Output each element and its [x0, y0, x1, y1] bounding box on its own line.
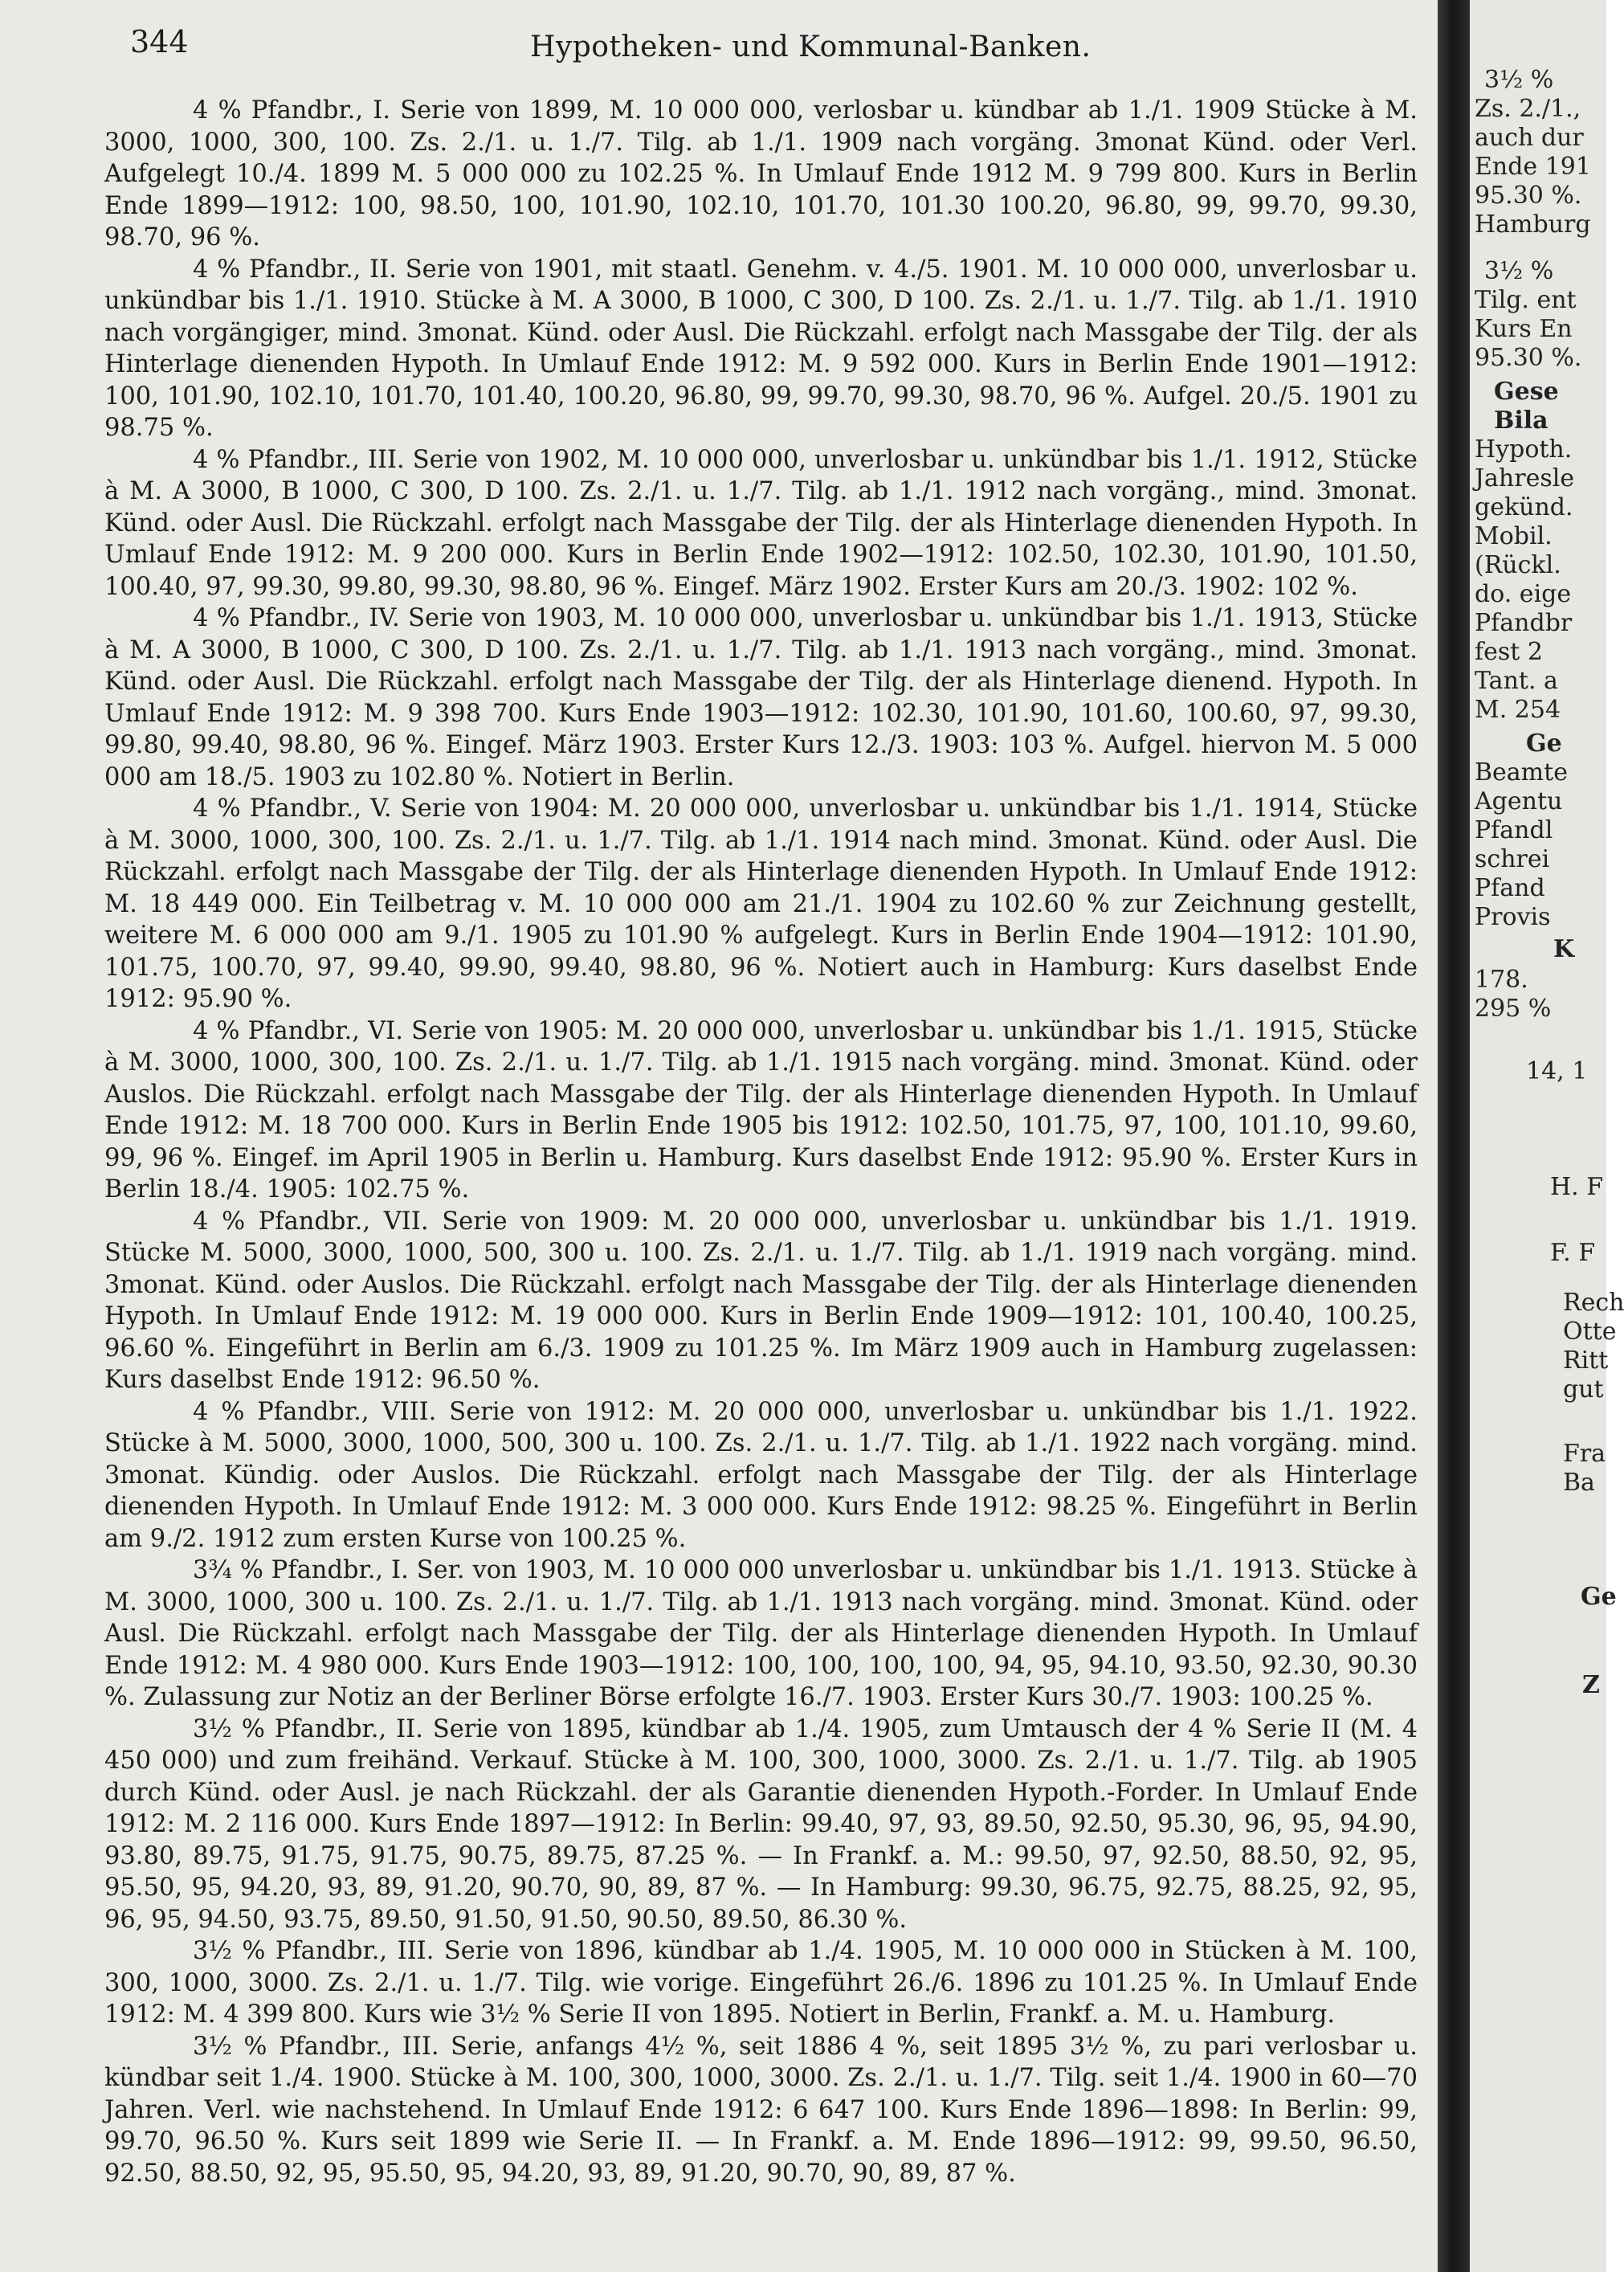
paragraph: 3½ % Pfandbr., III. Serie von 1896, kündbar ab 1./4. 1905, M. 10 000 000 in Stücken à M. 100, 300, 1000, 3000. Zs. 2./1. u. 1./7. Tilg. wie vorige. Eingeführt 26./6. 1896 zu 101.25 %. In Umlauf Ende 1912: M. 4 399 800. Kurs wie 3½ % Serie II von 1895. Notiert in Berlin, Frankf. a. M. u. Hamburg.: [104, 1937, 1418, 2029]
page-header: [129, 24, 1414, 72]
next-page-fragment: schrei: [1475, 845, 1550, 873]
paragraph: 4 % Pfandbr., II. Serie von 1901, mit staatl. Genehm. v. 4./5. 1901. M. 10 000 000, unverlosbar u. unkündbar bis 1./1. 1910. Stücke à M. A 3000, B 1000, C 300, D 100. Zs. 2./1. u. 1./7. Tilg. ab 1./1. 1910 nach vorgängiger, mind. 3monat. Künd. oder Ausl. Die Rückzahl. erfolgt nach Massgabe der Tilg. der als Hinterlage dienenden Hypoth. In Umlauf Ende 1912: M. 9 592 000. Kurs in Berlin Ende 1901—1912: 100, 101.90, 102.10, 101.70, 101.40, 100.20, 96.80, 99, 99.70, 99.30, 98.70, 96 %. Aufgel. 20./5. 1901 zu 98.75 %.: [104, 255, 1418, 442]
paragraph: 3¾ % Pfandbr., I. Ser. von 1903, M. 10 000 000 unverlosbar u. unkündbar bis 1./1. 1913. Stücke à M. 3000, 1000, 300 u. 100. Zs. 2./1. u. 1./7. Tilg. ab 1./1. 1913 nach vorgäng. mind. 3monat. Künd. oder Ausl. Die Rückzahl. erfolgt nach Massgabe der Tilg. der als Hinterlage dienenden Hypoth. In Umlauf Ende 1912: M. 4 980 000. Kurs Ende 1903—1912: 100, 100, 100, 100, 94, 95, 94.10, 93.50, 92.30, 90.30 %. Zulassung zur Notiz an der Berliner Börse erfolgte 16./7. 1903. Erster Kurs 30./7. 1903: 100.25 %.: [104, 1556, 1418, 1711]
next-page-fragment: 3½ %: [1484, 66, 1554, 94]
paragraph: 4 % Pfandbr., V. Serie von 1904: M. 20 000 000, unverlosbar u. unkündbar bis 1./1. 1914, Stücke à M. 3000, 1000, 300, 100. Zs. 2./1. u. 1./7. Tilg. ab 1./1. 1914 nach mind. 3monat. Künd. oder Ausl. Die Rückzahl. erfolgt nach Massgabe der Tilg. der als Hinterlage dienenden Hypoth. In Umlauf Ende 1912: M. 18 449 000. Ein Teilbetrag v. M. 10 000 000 am 21./1. 1904 zu 102.60 % zur Zeichnung gestellt, weitere M. 6 000 000 am 9./1. 1905 zu 101.90 % aufgelegt. Kurs in Berlin Ende 1904—1912: 101.90, 101.75, 100.70, 97, 99.40, 99.90, 99.40, 98.80, 96 %. Notiert auch in Hamburg: Kurs daselbst Ende 1912: 95.90 %.: [104, 795, 1418, 1013]
next-page-fragment: Pfandbr: [1475, 609, 1573, 637]
next-page-fragment: gekünd.: [1475, 493, 1573, 521]
next-page-fragment: Zs. 2./1.,: [1475, 95, 1581, 123]
next-page-fragment: (Rückl.: [1475, 551, 1561, 579]
paragraph: 3½ % Pfandbr., III. Serie, anfangs 4½ %, seit 1886 4 %, seit 1895 3½ %, zu pari verlosbar u. kündbar seit 1./4. 1900. Stücke à M. 100, 300, 1000, 3000. Zs. 2./1. u. 1./7. Tilg. seit 1./4. 1900 in 60—70 Jahren. Verl. wie nachstehend. In Umlauf Ende 1912: 6 647 100. Kurs Ende 1896—1898: In Berlin: 99, 99.70, 96.50 %. Kurs seit 1899 wie Serie II. — In Frankf. a. M. Ende 1896—1912: 99, 99.50, 96.50, 92.50, 88.50, 92, 95, 95.50, 95, 94.20, 93, 89, 91.20, 90.70, 90, 89, 87 %.: [104, 2032, 1418, 2188]
next-page-fragment: 3½ %: [1484, 257, 1554, 285]
next-page-fragment: Kurs En: [1475, 315, 1573, 343]
next-page-fragment: Pfandl: [1475, 816, 1553, 844]
next-page-fragment: auch dur: [1475, 124, 1584, 152]
page-number: 344: [130, 24, 189, 59]
book-gutter: [1438, 0, 1470, 2272]
next-page-fragment: 295 %: [1475, 995, 1552, 1023]
next-page-fragment: Pfand: [1475, 874, 1545, 902]
next-page-fragment: Z: [1582, 1671, 1600, 1699]
next-page-fragment: Provis: [1475, 903, 1551, 931]
next-page-fragment: Tilg. ent: [1475, 286, 1577, 314]
next-page-fragment: Mobil.: [1475, 522, 1553, 550]
next-page-edge: [1470, 0, 1624, 2272]
paragraph: 4 % Pfandbr., VI. Serie von 1905: M. 20 000 000, unverlosbar u. unkündbar bis 1./1. 1915, Stücke à M. 3000, 1000, 300, 100. Zs. 2./1. u. 1./7. Tilg. ab 1./1. 1915 nach vorgäng. mind. 3monat. Künd. oder Auslos. Die Rückzahl. erfolgt nach Massgabe der Tilg. der als Hinterlage dienenden Hypoth. In Umlauf Ende 1912: M. 18 700 000. Kurs in Berlin Ende 1905 bis 1912: 102.50, 101.75, 97, 100, 101.10, 99.60, 99, 96 %. Eingef. im April 1905 in Berlin u. Hamburg. Kurs daselbst Ende 1912: 95.90 %. Erster Kurs in Berlin 18./4. 1905: 102.75 %.: [104, 1016, 1418, 1203]
next-page-fragment: Ge: [1581, 1583, 1617, 1611]
next-page-fragment: Hypoth.: [1475, 435, 1573, 464]
next-page-fragment: Ritt: [1563, 1346, 1609, 1375]
next-page-fragment: F. F: [1550, 1239, 1596, 1267]
next-page-fragment: Fra: [1563, 1440, 1606, 1468]
next-page-fragment: fest 2: [1475, 638, 1543, 666]
next-page-fragment: Hamburg: [1475, 210, 1591, 239]
paragraph: 3½ % Pfandbr., II. Serie von 1895, kündbar ab 1./4. 1905, zum Umtausch der 4 % Serie II (M. 4 450 000) und zum freihänd. Verkauf. Stücke à M. 100, 300, 1000, 3000. Zs. 2./1. u. 1./7. Tilg. ab 1905 durch Künd. oder Ausl. je nach Rückzahl. der als Garantie dienenden Hypoth.-Forder. In Umlauf Ende 1912: M. 2 116 000. Kurs Ende 1897—1912: In Berlin: 99.40, 97, 93, 89.50, 92.50, 95.30, 96, 95, 94.90, 93.80, 89.75, 91.75, 91.75, 90.75, 89.75, 87.25 %. — In Frankf. a. M.: 99.50, 97, 92.50, 88.50, 92, 95, 95.50, 95, 94.20, 93, 89, 91.20, 90.70, 90, 89, 87 %. — In Hamburg: 99.30, 96.75, 92.75, 88.25, 92, 95, 96, 95, 94.50, 93.75, 89.50, 91.50, 91.50, 90.50, 89.50, 86.30 %.: [104, 1714, 1418, 1934]
paragraph: 4 % Pfandbr., III. Serie von 1902, M. 10 000 000, unverlosbar u. unkündbar bis 1./1. 1912, Stücke à M. A 3000, B 1000, C 300, D 100. Zs. 2./1. u. 1./7. Tilg. ab 1./1. 1912 nach vorgäng., mind. 3monat. Künd. oder Ausl. Die Rückzahl. erfolgt nach Massgabe der Tilg. der als Hinterlage dienenden Hypoth. In Umlauf Ende 1912: M. 9 200 000. Kurs in Berlin Ende 1902—1912: 102.50, 102.30, 101.90, 101.50, 100.40, 97, 99.30, 99.80, 99.30, 98.80, 96 %. Eingef. März 1902. Erster Kurs am 20./3. 1902: 102 %.: [104, 445, 1418, 601]
next-page-fragment: 95.30 %.: [1475, 344, 1582, 372]
next-page-fragment: Otte: [1563, 1318, 1617, 1346]
next-page-fragment: M. 254: [1475, 696, 1561, 724]
paragraph: 4 % Pfandbr., VIII. Serie von 1912: M. 20 000 000, unverlosbar u. unkündbar bis 1./1. 1922. Stücke à M. 5000, 3000, 1000, 500, 300 u. 100. Zs. 2./1. u. 1./7. Tilg. ab 1./1. 1922 nach vorgäng. mind. 3monat. Kündig. oder Auslos. Die Rückzahl. erfolgt nach Massgabe der Tilg. der als Hinterlage dienenden Hypoth. In Umlauf Ende 1912: M. 3 000 000. Kurs Ende 1912: 98.25 %. Eingeführt in Berlin am 9./2. 1912 zum ersten Kurse von 100.25 %.: [104, 1397, 1418, 1553]
next-page-fragment: Rech: [1563, 1289, 1624, 1317]
next-page-fragment: H. F: [1550, 1173, 1604, 1201]
paragraph: 4 % Pfandbr., I. Serie von 1899, M. 10 000 000, verlosbar u. kündbar ab 1./1. 1909 Stücke à M. 3000, 1000, 300, 100. Zs. 2./1. u. 1./7. Tilg. ab 1./1. 1909 nach vorgäng. 3monat Künd. oder Verl. Aufgelegt 10./4. 1899 M. 5 000 000 zu 102.25 %. In Umlauf Ende 1912 M. 9 799 800. Kurs in Berlin Ende 1899—1912: 100, 98.50, 100, 101.90, 102.10, 101.70, 101.30 100.20, 96.80, 99, 99.70, 99.30, 98.70, 96 %.: [104, 96, 1418, 251]
next-page-fragment: Ende 191: [1475, 153, 1591, 181]
next-page-fragment: Gese: [1494, 378, 1559, 406]
next-page-fragment: 95.30 %.: [1475, 182, 1582, 210]
next-page-fragment: Beamte: [1475, 758, 1568, 787]
next-page-fragment: gut: [1563, 1375, 1604, 1404]
next-page-fragment: 178.: [1475, 966, 1528, 994]
next-page-fragment: Jahresle: [1475, 464, 1575, 492]
next-page-fragment: Agentu: [1475, 787, 1563, 815]
next-page-fragment: Ge: [1526, 729, 1562, 758]
body-text: [104, 95, 1418, 2189]
next-page-fragment: Tant. a: [1475, 667, 1558, 695]
paragraph: 4 % Pfandbr., VII. Serie von 1909: M. 20 000 000, unverlosbar u. unkündbar bis 1./1. 1919. Stücke M. 5000, 3000, 1000, 500, 300 u. 100. Zs. 2./1. u. 1./7. Tilg. ab 1./1. 1919 nach vorgäng. mind. 3monat. Künd. oder Auslos. Die Rückzahl. erfolgt nach Massgabe der Tilg. der als Hinterlage dienenden Hypoth. In Umlauf Ende 1912: M. 19 000 000. Kurs in Berlin Ende 1909—1912: 101, 100.40, 100.25, 96.60 %. Eingeführt in Berlin am 6./3. 1909 zu 101.25 %. Im März 1909 auch in Hamburg zugelassen: Kurs daselbst Ende 1912: 96.50 %.: [104, 1207, 1418, 1394]
paragraph: 4 % Pfandbr., IV. Serie von 1903, M. 10 000 000, unverlosbar u. unkündbar bis 1./1. 1913, Stücke à M. A 3000, B 1000, C 300, D 100. Zs. 2./1. u. 1./7. Tilg. ab 1./1. 1913 nach vorgäng., mind. 3monat. Künd. oder Ausl. Die Rückzahl. erfolgt nach Massgabe der Tilg. der als Hinterlage dienend. Hypoth. In Umlauf Ende 1912: M. 9 398 700. Kurs Ende 1903—1912: 102.30, 101.90, 101.60, 100.60, 97, 99.30, 99.80, 99.40, 98.80, 96 %. Eingef. März 1903. Erster Kurs 12./3. 1903: 103 %. Aufgel. hiervon M. 5 000 000 am 18./5. 1903 zu 102.80 %. Notiert in Berlin.: [104, 604, 1418, 791]
running-head: Hypotheken- und Kommunal-Banken.: [530, 31, 1092, 63]
next-page-fragment: 14, 1: [1526, 1057, 1588, 1085]
next-page-fragment: K: [1553, 935, 1575, 963]
next-page-fragment: Ba: [1563, 1469, 1595, 1497]
next-page-fragment: Bila: [1494, 407, 1549, 435]
next-page-fragment: do. eige: [1475, 580, 1572, 608]
